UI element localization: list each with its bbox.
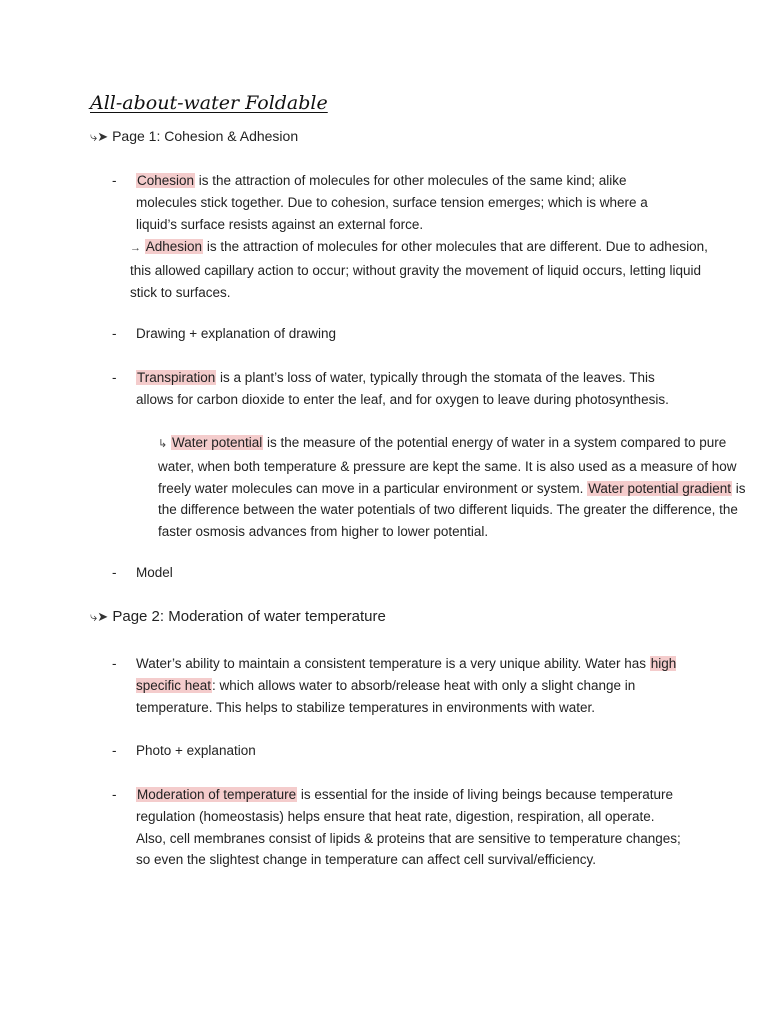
bullet-text: : which allows water to absorb/release heat with only a slight change in temperature. This helps to stabilize temperatures in environments with water. xyxy=(136,677,636,715)
bullet-dash: - xyxy=(112,565,117,580)
paragraph-text: is the attraction of molecules for other molecules that are different. Due to adhesion, this allowed capillary action to occur; without gravity the movement of liquid occurs, letting liquid stick to surfaces. xyxy=(130,239,708,300)
section-heading-text: Page 1: Cohesion & Adhesion xyxy=(112,128,299,144)
highlight-term-water-potential: Water potential xyxy=(171,435,263,450)
bullet-dash: - xyxy=(112,326,117,341)
bullet-drawing xyxy=(112,323,682,345)
arrow-icon: → xyxy=(130,242,141,254)
highlight-term-water-potential-gradient: Water potential gradient xyxy=(588,480,732,496)
document-title: All-about-water Foldable xyxy=(90,92,328,114)
return-arrow-icon: ↳ xyxy=(158,438,168,450)
bullet-dash: - xyxy=(112,787,117,802)
section-heading-page-2 xyxy=(90,608,386,625)
bullet-text-pre: Water’s ability to maintain a consistent temperature is a very unique ability. Water has xyxy=(136,656,650,671)
highlight-term-cohesion: Cohesion xyxy=(137,173,195,188)
highlight-term-adhesion: Adhesion xyxy=(145,239,203,254)
bullet-photo xyxy=(112,740,682,762)
paragraph-water-potential xyxy=(90,432,752,543)
section-heading-text: Page 2: Moderation of water temperature xyxy=(112,608,386,625)
paragraph-text: is the measure of the potential energy of water in a system compared to pure water, when both temperature & pressure are kept the same. It is also used as a measure of how freely water molecules can move in a particular environment or system. xyxy=(158,435,737,496)
section-heading-page-1 xyxy=(90,128,298,145)
bullet-dash: - xyxy=(112,656,117,671)
bullet-text: Drawing + explanation of drawing xyxy=(136,326,336,341)
bullet-transpiration xyxy=(112,367,682,411)
paragraph-adhesion xyxy=(90,236,724,303)
highlight-term-moderation-of-temperature: Moderation of temperature xyxy=(137,787,297,802)
bullet-specific-heat xyxy=(112,653,682,718)
bullet-text: Model xyxy=(136,565,173,580)
bullet-moderation xyxy=(112,784,682,871)
bullet-text: is essential for the inside of living beings because temperature regulation (homeostasis) helps ensure that heat rate, digestion, respiration, all operate. Also, cell membranes consist of lipids & proteins that are sensitive to temperature changes; so even the slightest change in temperature can affect cell survival/efficiency. xyxy=(136,787,681,868)
bullet-text: is the attraction of molecules for other molecules of the same kind; alike molecules stick together. Due to cohesion, surface tension emerges; which is where a liquid’s surface resists against an external force. xyxy=(136,173,648,232)
highlight-term-high-specific-heat: high specific heat xyxy=(136,656,677,693)
bullet-dash: - xyxy=(112,173,117,188)
bullet-cohesion xyxy=(112,170,682,235)
paragraph-text-2: is the difference between the water potentials of two different liquids. The greater the difference, the faster osmosis advances from higher to lower potential. xyxy=(158,480,746,540)
bullet-dash: - xyxy=(112,743,117,758)
highlight-term-transpiration: Transpiration xyxy=(137,370,216,385)
bullet-text: is a plant’s loss of water, typically through the stomata of the leaves. This allows for carbon dioxide to enter the leaf, and for oxygen to leave during photosynthesis. xyxy=(136,370,669,407)
curved-arrow-icon: ⤷➤ xyxy=(90,129,109,144)
bullet-text: Photo + explanation xyxy=(136,743,256,758)
curved-arrow-icon: ⤷➤ xyxy=(90,609,109,624)
bullet-model xyxy=(112,562,682,584)
bullet-dash: - xyxy=(112,370,117,385)
